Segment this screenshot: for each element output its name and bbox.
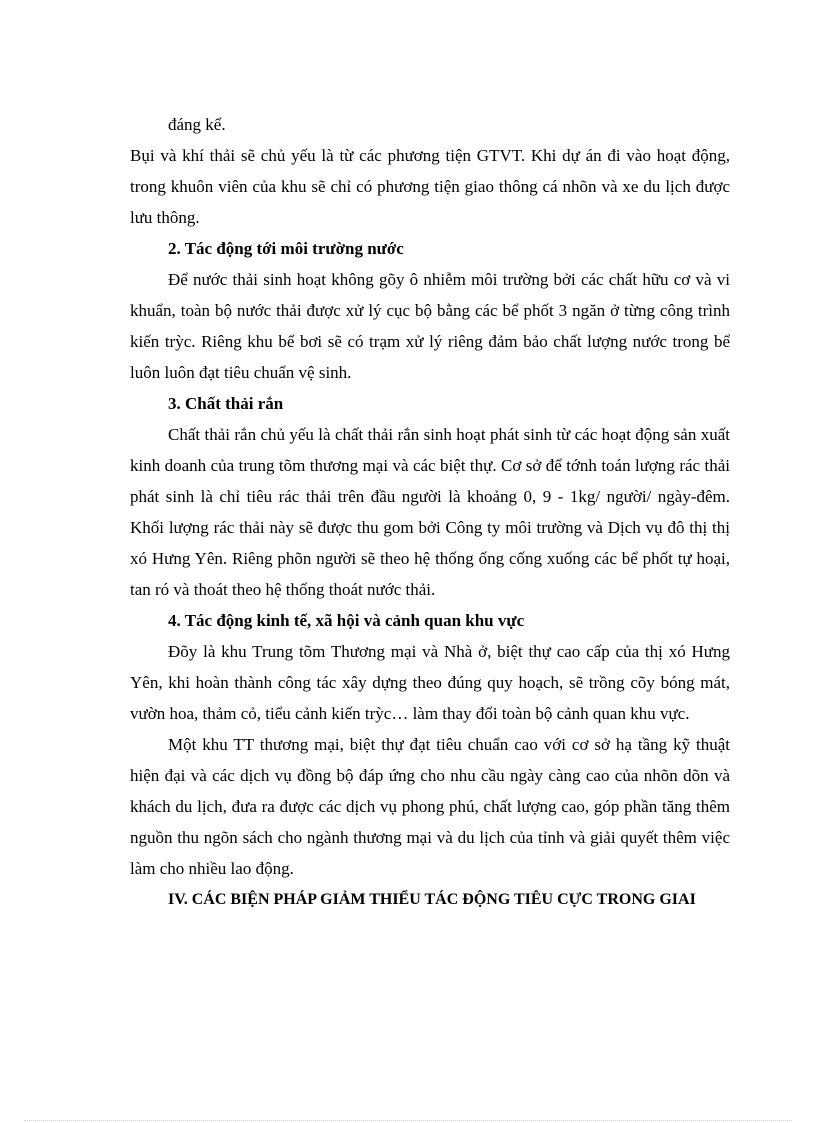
paragraph-solid-waste: Chất thải rắn chủ yếu là chất thải rắn sinh hoạt phát sinh từ các hoạt động sản xuất kinh doanh của trung tõm thương mại và các biệt thự. Cơ sở để tớnh toán lượng rác thải phát sinh là chỉ tiêu rác thải trên đầu người là khoảng 0, 9 - 1kg/ người/ ngày-đêm. Khối lượng rác thải này sẽ được thu gom bởi Công ty môi trường và Dịch vụ đô thị thị xó Hưng Yên. Riêng phõn người sẽ theo hệ thống ống cống xuống các bể phốt tự hoại, tan ró và thoát theo hệ thống thoát nước thải. xyxy=(130,425,730,599)
paragraph-dust-emissions-text: Bụi và khí thải sẽ chủ yếu là từ các phương tiện GTVT. Khi dự án đi vào hoạt động, trong khuôn viên của khu sẽ chỉ có phương tiện giao thông cá nhõn và xe du lịch được lưu thông. xyxy=(130,146,730,227)
heading-water-impact: 2. Tác động tới môi trường nước xyxy=(168,239,404,258)
section-heading-mitigation: IV. CÁC BIỆN PHÁP GIẢM THIỂU TÁC ĐỘNG TIÊU CỰC TRONG GIAI xyxy=(168,891,696,908)
paragraph-commercial-center: Một khu TT thương mại, biệt thự đạt tiêu chuẩn cao với cơ sở hạ tầng kỹ thuật hiện đại và các dịch vụ đồng bộ đáp ứng cho nhu cầu ngày càng cao của nhõn dõn và khách du lịch, đưa ra được các dịch vụ phong phú, chất lượng cao, góp phần tăng thêm nguồn thu ngõn sách cho ngành thương mại và du lịch của tỉnh và giải quyết thêm việc làm cho nhiều lao động. xyxy=(130,735,730,878)
page-bottom-divider xyxy=(24,1120,792,1121)
paragraph-dust-emissions xyxy=(130,140,730,233)
document-body xyxy=(130,109,730,915)
heading-socioeconomic-impact: 4. Tác động kinh tế, xã hội và cảnh quan khu vực xyxy=(168,611,525,630)
paragraph-landscape: Đõy là khu Trung tõm Thương mại và Nhà ở, biệt thự cao cấp của thị xó Hưng Yên, khi hoàn thành công tác xây dựng theo đúng quy hoạch, sẽ trồng cõy bóng mát, vườn hoa, thảm cỏ, tiểu cảnh kiến trỳc… làm thay đổi toàn bộ cảnh quan khu vực. xyxy=(130,642,730,723)
heading-solid-waste: 3. Chất thải rắn xyxy=(168,394,284,413)
paragraph-continuation: đáng kể. xyxy=(168,115,226,134)
paragraph-water-impact: Để nước thải sinh hoạt không gõy ô nhiễm môi trường bởi các chất hữu cơ và vi khuẩn, toàn bộ nước thải được xử lý cục bộ bằng các bể phốt 3 ngăn ở từng công trình kiến trỳc. Riêng khu bể bơi sẽ có trạm xử lý riêng đảm bảo chất lượng nước trong bể luôn luôn đạt tiêu chuẩn vệ sinh. xyxy=(130,270,730,382)
